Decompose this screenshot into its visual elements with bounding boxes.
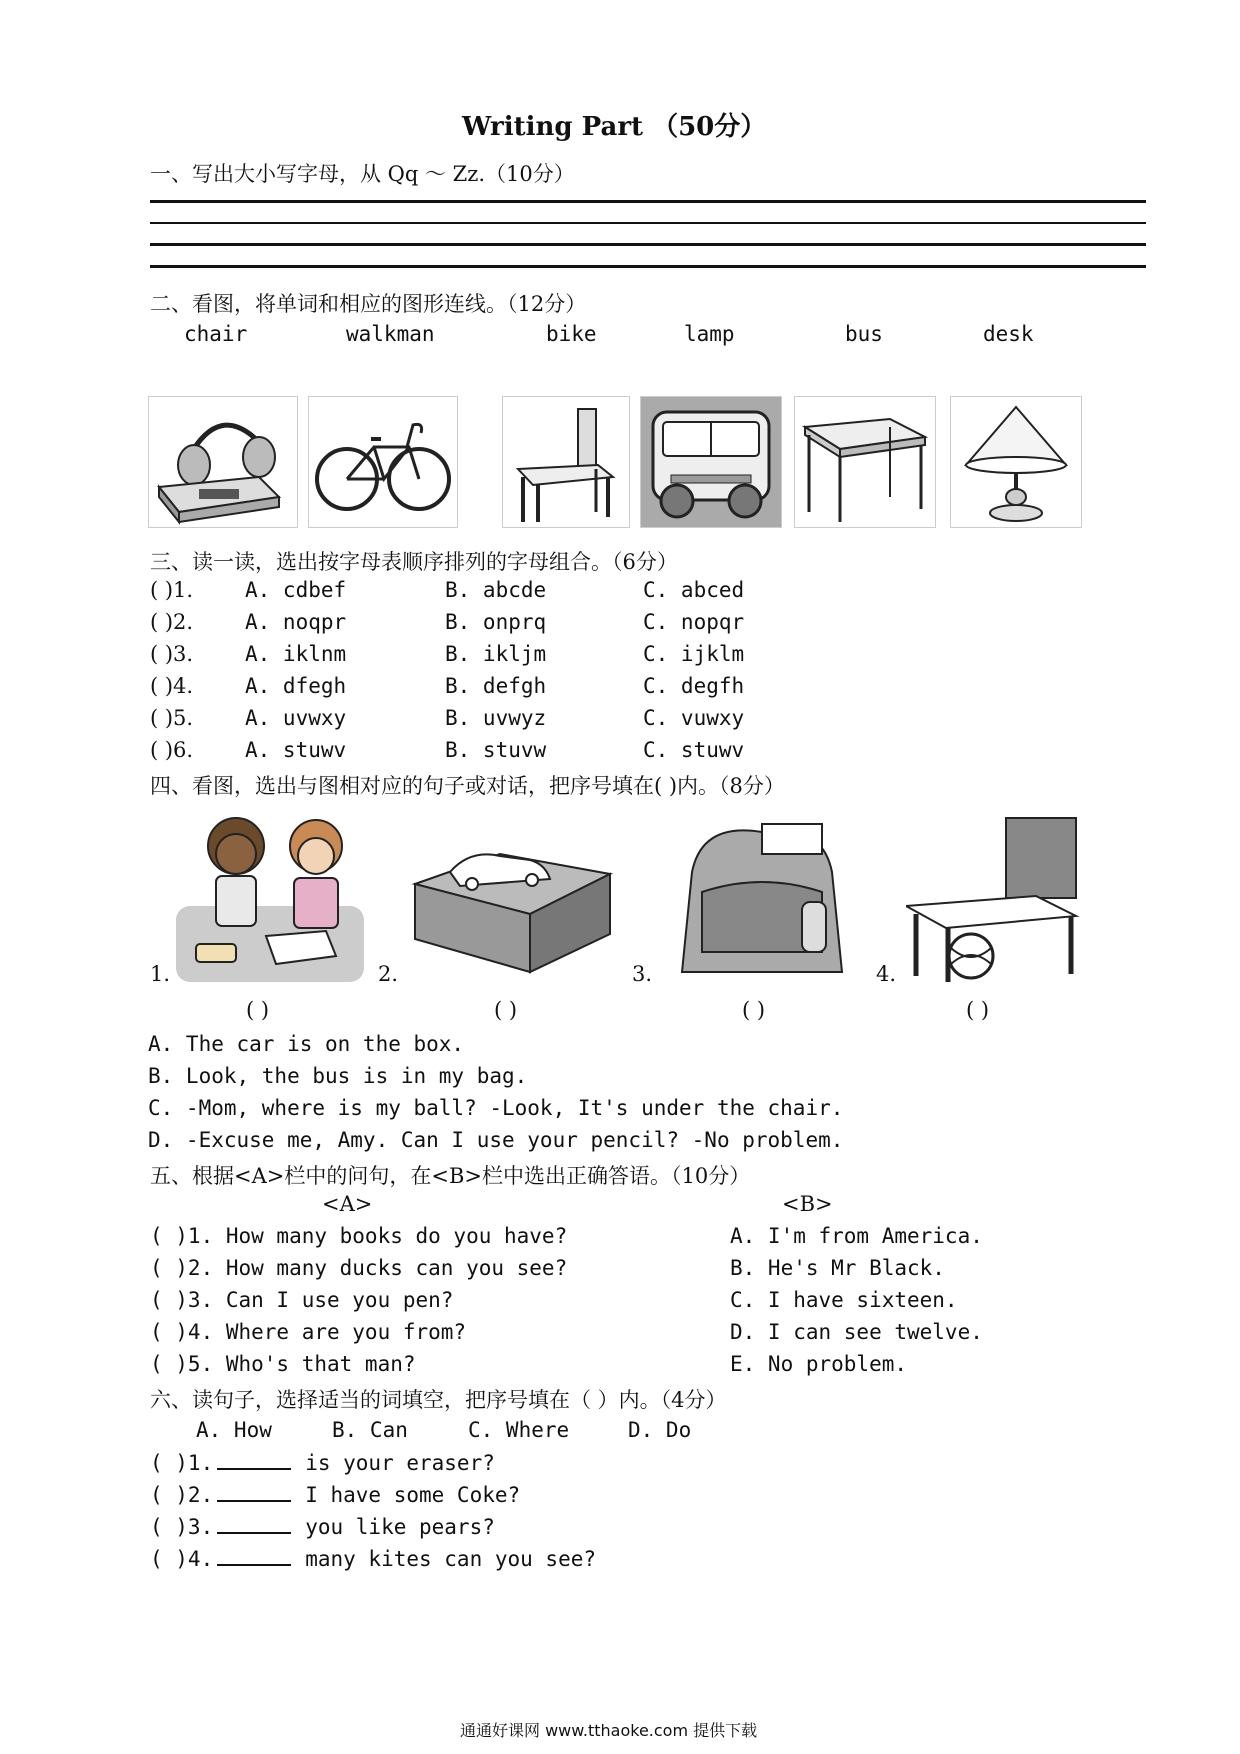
s4-option: B. Look, the bus is in my bag.: [148, 1064, 528, 1088]
bike-picture: [308, 396, 458, 528]
writing-line: [150, 200, 1146, 203]
s6-choice: C. Where: [468, 1418, 570, 1442]
s4-option: C. -Mom, where is my ball? -Look, It's under the chair.: [148, 1096, 844, 1120]
s6-item-text: I have some Coke?: [305, 1483, 521, 1507]
s6-item-number: ( )1.: [150, 1451, 214, 1475]
s3-option-b: B. uvwyz: [445, 706, 547, 730]
s5-question: ( )4. Where are you from?: [150, 1320, 467, 1344]
s5-question: ( )3. Can I use you pen?: [150, 1288, 454, 1312]
footer-credit: 通通好课网 www.tthaoke.com 提供下载: [460, 1721, 758, 1740]
picture-label: 4.: [876, 962, 897, 986]
s3-option-c: C. vuwxy: [643, 706, 745, 730]
page-title: Writing Part （50分）: [462, 112, 767, 142]
s5-answer: E. No problem.: [730, 1352, 908, 1376]
picture-label: 3.: [632, 962, 653, 986]
s3-option-b: B. ikljm: [445, 642, 547, 666]
s5-question: ( )2. How many ducks can you see?: [150, 1256, 568, 1280]
s4-option: D. -Excuse me, Amy. Can I use your pencil? -No problem.: [148, 1128, 844, 1152]
s5-answer: B. He's Mr Black.: [730, 1256, 945, 1280]
s3-option-c: C. degfh: [643, 674, 745, 698]
s6-item-text: many kites can you see?: [305, 1547, 597, 1571]
answer-paren[interactable]: ( ): [742, 998, 766, 1022]
s4-option: A. The car is on the box.: [148, 1032, 465, 1056]
writing-line: [150, 265, 1146, 268]
s6-item-number: ( )2.: [150, 1483, 214, 1507]
section-3-heading: 三、读一读，选出按字母表顺序排列的字母组合。（6分）: [150, 550, 678, 574]
picture-label: 2.: [378, 962, 399, 986]
s3-item-number: ( )5.: [150, 706, 194, 730]
bag-picture: [672, 812, 848, 982]
walkman-picture: [148, 396, 298, 528]
section-1-heading: 一、写出大小写字母，从 Qq ～ Zz.（10分）: [150, 162, 575, 186]
s6-item: [150, 1450, 495, 1475]
fill-blank[interactable]: [217, 1546, 291, 1566]
fill-blank[interactable]: [217, 1450, 291, 1470]
word-desk: desk: [983, 322, 1034, 346]
s6-item-text: is your eraser?: [305, 1451, 495, 1475]
s3-option-b: B. stuvw: [445, 738, 547, 762]
s3-option-a: A. dfegh: [245, 674, 347, 698]
s5-answer: D. I can see twelve.: [730, 1320, 983, 1344]
s3-item-number: ( )3.: [150, 642, 194, 666]
writing-line: [150, 222, 1146, 224]
answer-paren[interactable]: ( ): [246, 998, 270, 1022]
s3-option-a: A. stuwv: [245, 738, 347, 762]
word-chair: chair: [184, 322, 248, 346]
car-on-box-picture: [410, 824, 616, 974]
s3-item-number: ( )4.: [150, 674, 194, 698]
bus-picture: [640, 396, 782, 528]
s5-question: ( )5. Who's that man?: [150, 1352, 416, 1376]
s5-question: ( )1. How many books do you have?: [150, 1224, 568, 1248]
lamp-picture: [950, 396, 1082, 528]
s6-item: [150, 1482, 520, 1507]
picture-label: 1.: [150, 962, 171, 986]
writing-line: [150, 243, 1146, 246]
s6-item-text: you like pears?: [305, 1515, 495, 1539]
s3-option-b: B. abcde: [445, 578, 547, 602]
s3-option-c: C. stuwv: [643, 738, 745, 762]
section-4-heading: 四、看图，选出与图相对应的句子或对话，把序号填在( )内。（8分）: [150, 774, 785, 798]
s5-answer: A. I'm from America.: [730, 1224, 983, 1248]
fill-blank[interactable]: [217, 1482, 291, 1502]
column-a-header: <A>: [322, 1192, 373, 1216]
s3-option-a: A. cdbef: [245, 578, 347, 602]
s3-option-b: B. onprq: [445, 610, 547, 634]
s3-option-a: A. uvwxy: [245, 706, 347, 730]
s3-item-number: ( )2.: [150, 610, 194, 634]
ball-under-chair-picture: [906, 816, 1080, 982]
word-bike: bike: [546, 322, 597, 346]
s6-item-number: ( )3.: [150, 1515, 214, 1539]
s6-choice: B. Can: [332, 1418, 408, 1442]
desk-picture: [794, 396, 936, 528]
s3-option-b: B. defgh: [445, 674, 547, 698]
s3-option-c: C. nopqr: [643, 610, 745, 634]
s3-option-a: A. noqpr: [245, 610, 347, 634]
s3-item-number: ( )1.: [150, 578, 194, 602]
answer-paren[interactable]: ( ): [966, 998, 990, 1022]
word-walkman: walkman: [346, 322, 435, 346]
s3-option-c: C. abced: [643, 578, 745, 602]
s5-answer: C. I have sixteen.: [730, 1288, 958, 1312]
section-2-heading: 二、看图，将单词和相应的图形连线。（12分）: [150, 292, 587, 316]
s6-choice: D. Do: [628, 1418, 692, 1442]
word-lamp: lamp: [684, 322, 735, 346]
column-b-header: <B>: [782, 1192, 833, 1216]
answer-paren[interactable]: ( ): [494, 998, 518, 1022]
section-6-heading: 六、读句子，选择适当的词填空，把序号填在（ ）内。（4分）: [150, 1388, 727, 1412]
section-5-heading: 五、根据<A>栏中的问句，在<B>栏中选出正确答语。（10分）: [150, 1164, 751, 1188]
word-bus: bus: [845, 322, 883, 346]
s3-option-a: A. iklnm: [245, 642, 347, 666]
s6-choice: A. How: [196, 1418, 272, 1442]
kids-picture: [176, 806, 364, 982]
s3-item-number: ( )6.: [150, 738, 194, 762]
chair-picture: [502, 396, 630, 528]
s6-item: [150, 1514, 495, 1539]
s3-option-c: C. ijklm: [643, 642, 745, 666]
s6-item-number: ( )4.: [150, 1547, 214, 1571]
fill-blank[interactable]: [217, 1514, 291, 1534]
s6-item: [150, 1546, 596, 1571]
